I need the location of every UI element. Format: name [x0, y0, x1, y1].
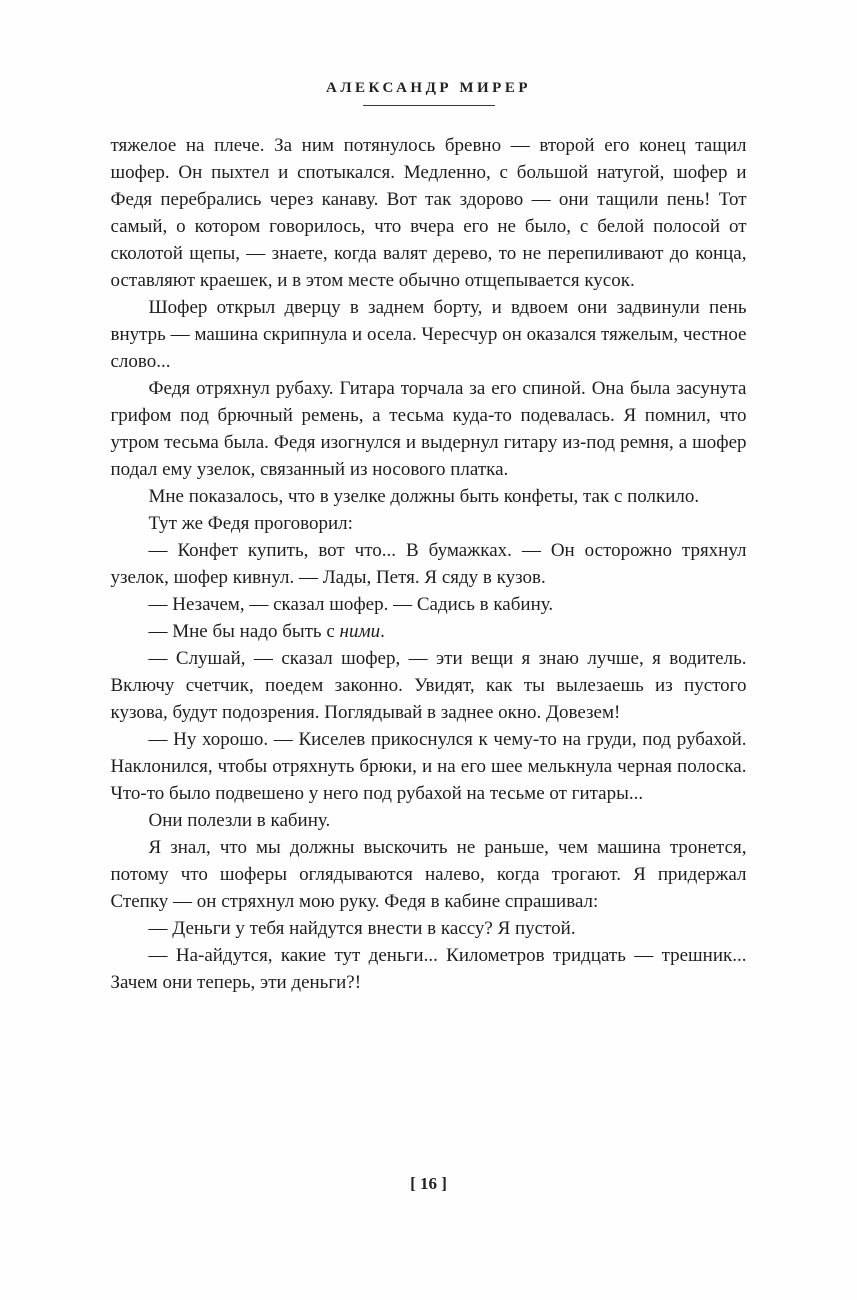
text-segment: Они полезли в кабину. [148, 810, 331, 831]
text-segment: Мне показалось, что в узелке должны быть конфеты, так с полкило. [148, 486, 700, 507]
italic-text: ними [339, 621, 381, 642]
paragraph [111, 915, 747, 942]
text-segment: — Ну хорошо. — Киселев прикоснулся к чему-то на груди, под рубахой. Наклонился, чтобы отряхнуть брюки, и на его шее мелькнула черная полоска. Что-то было подвешено у него под рубахой на тесьме от гитары... [110, 729, 747, 804]
text-segment: — Мне бы надо быть с [148, 621, 340, 642]
paragraph [111, 294, 747, 375]
paragraph [111, 591, 747, 618]
text-segment: Федя отряхнул рубаху. Гитара торчала за его спиной. Она была засунута грифом под брючный ремень, а тесьма куда-то подевалась. Я помнил, что утром тесьма была. Федя изогнулся и выдернул гитару из-под ремня, а шофер подал ему узелок, связанный из носового платка. [110, 378, 747, 480]
text-segment: — Слушай, — сказал шофер, — эти вещи я знаю лучше, я водитель. Включу счетчик, поедем законно. Увидят, как ты вылезаешь из пустого кузова, будут подозрения. Поглядывай в заднее окно. Довезем! [110, 648, 747, 723]
running-header: АЛЕКСАНДР МИРЕР [326, 80, 531, 96]
paragraph [111, 375, 747, 483]
header-rule [363, 105, 495, 106]
page-body [111, 132, 747, 996]
text-segment: — Незачем, — сказал шофер. — Садись в кабину. [148, 594, 554, 615]
paragraph [111, 645, 747, 726]
text-segment: — На-айдутся, какие тут деньги... Километров тридцать — трешник... Зачем они теперь, эти деньги?! [110, 945, 747, 993]
paragraph [111, 942, 747, 996]
paragraph [111, 537, 747, 591]
text-segment: Я знал, что мы должны выскочить не раньше, чем машина тронется, потому что шоферы оглядываются налево, когда трогают. Я придержал Степку — он стряхнул мою руку. Федя в кабине спрашивал: [110, 837, 747, 912]
paragraph [111, 807, 747, 834]
paragraph [111, 132, 747, 294]
text-segment: Шофер открыл дверцу в заднем борту, и вдвоем они задвинули пень внутрь — машина скрипнула и осела. Чересчур он оказался тяжелым, честное слово... [110, 297, 747, 372]
paragraph [111, 483, 747, 510]
paragraph [111, 834, 747, 915]
paragraph [111, 510, 747, 537]
paragraph [111, 618, 747, 645]
text-segment: тяжелое на плече. За ним потянулось бревно — второй его конец тащил шофер. Он пыхтел и спотыкался. Медленно, с большой натугой, шофер и Федя перебрались через канаву. Вот так здорово — они тащили пень! Тот самый, о котором говорилось, что вчера его не было, с белой полосой от сколотой щепы, — знаете, когда валят дерево, то не перепиливают до конца, оставляют краешек, и в этом месте обычно отщепывается кусок. [110, 135, 747, 291]
text-segment: Тут же Федя проговорил: [148, 513, 353, 534]
text-segment: . [380, 621, 385, 642]
page-number: [ 16 ] [410, 1174, 447, 1193]
paragraph [111, 726, 747, 807]
text-segment: — Конфет купить, вот что... В бумажках. — Он осторожно тряхнул узелок, шофер кивнул. — Лады, Петя. Я сяду в кузов. [110, 540, 747, 588]
text-segment: — Деньги у тебя найдутся внести в кассу? Я пустой. [148, 918, 576, 939]
